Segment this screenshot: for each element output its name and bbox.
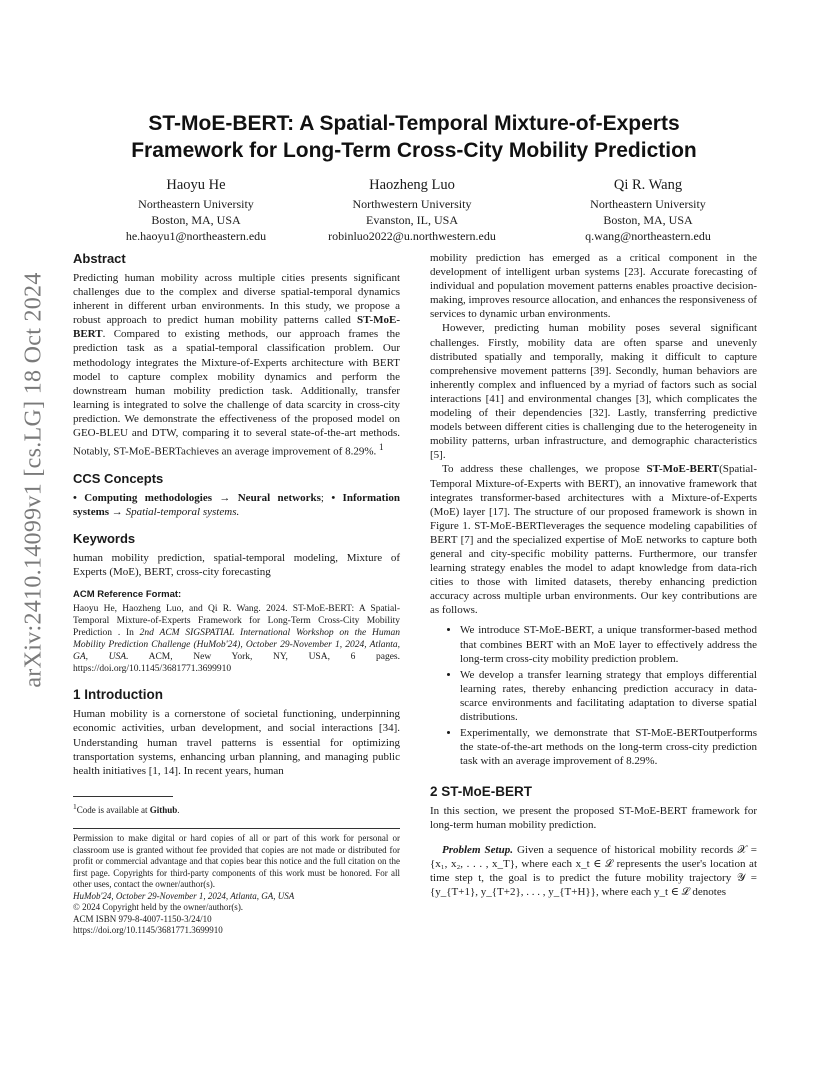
footnote-rule bbox=[73, 796, 173, 797]
author-name: Haozheng Luo bbox=[369, 177, 455, 193]
right-column bbox=[430, 251, 757, 899]
paragraph: mobility prediction has emerged as a critical component in the development of intelligent urban systems [23]. Accurate forecasting of individual and population movement patterns enables proactive decision-making, improves resource allocation, and enhances the responsiveness of services to dynamic urban environments. bbox=[430, 252, 757, 321]
left-column bbox=[73, 251, 400, 937]
permission-block bbox=[73, 833, 400, 937]
permission-text: Permission to make digital or hard copies of all or part of this work for personal or classroom use is granted without fee provided that copies are not made or distributed for profit or commercial advantage and that copies bear this notice and the full citation on the first page. Copyrights for third-party components of this work must be honored. For all other uses, contact the owner/author(s). bbox=[73, 833, 400, 890]
author-affiliation: Northeastern University bbox=[590, 197, 706, 211]
intro-text: Human mobility is a cornerstone of societal functioning, underpinning economic activities, urban development, and social interactions [34]. Understanding human travel patterns is essential for optimizing transportation systems, enhancing urban planning, and managing public health initiatives [1, 14]. In recent years, human bbox=[73, 708, 400, 777]
author-2 bbox=[302, 176, 522, 244]
author-location: Boston, MA, USA bbox=[603, 213, 693, 227]
keywords-text: human mobility prediction, spatial-temporal modeling, Mixture of Experts (MoE), BERT, cross-city forecasting bbox=[73, 552, 400, 579]
author-email[interactable]: he.haoyu1@northeastern.edu bbox=[125, 229, 267, 243]
author-location: Evanston, IL, USA bbox=[366, 213, 458, 227]
author-1 bbox=[98, 176, 294, 244]
title-line-1: ST-MoE-BERT: A Spatial-Temporal Mixture-of-Experts bbox=[148, 112, 680, 135]
ccs-heading: CCS Concepts bbox=[73, 470, 164, 486]
abstract-text: Predicting human mobility across multiple cities presents significant challenges due to the complex and diverse spatial-temporal dynamics inherent in different urban environments. In this study, we propose a robust approach to predict human mobility patterns called ST-MoE-BERT. Compared to existing methods, our approach frames the prediction task as a spatial-temporal classification problem. Our methodology integrates the Mixture-of-Experts architecture with BERT model to capture complex mobility dynamics and perform the downstream human mobility prediction task. Additionally, transfer learning is integrated to solve the challenge of data scarcity in cross-city prediction. We demonstrate the effectiveness of the proposed model on GEO-BLEU and DTW, comparing it to several state-of-the-art methods. Notably, ST-MoE-BERTachieves an average improvement of 8.29%. $^1$ bbox=[73, 272, 400, 458]
arxiv-stamp: arXiv:2410.14099v1 [cs.LG] 18 Oct 2024 bbox=[20, 272, 47, 688]
author-email[interactable]: q.wang@northeastern.edu bbox=[585, 229, 711, 243]
problem-setup: Problem Setup. Given a sequence of historical mobility records 𝒳 = {x₁, x₂, . . . , x_T}, where each x_t ∈ ℒ represents the user's location at time step t, the goal is to predict the future mobility trajectory 𝒴 = {y_{T+1}, y_{T+2}, . . . , y_{T+H}}, where each y_t ∈ ℒ denotes bbox=[430, 843, 757, 898]
author-3 bbox=[550, 176, 746, 244]
ccs-text: • Computing methodologies → Neural networks; • Information systems → Spatial-temporal systems. bbox=[73, 491, 400, 518]
author-affiliation: Northwestern University bbox=[352, 197, 472, 211]
acm-reference-text: Haoyu He, Haozheng Luo, and Qi R. Wang. 2024. ST-MoE-BERT: A Spatial-Temporal Mixture-of-Experts Framework for Long-Term Cross-City Mobility Prediction . In 2nd ACM SIGSPATIAL International Workshop on the Human Mobility Prediction Challenge (HuMob'24), October 29-November 1, 2024, Atlanta, GA, USA. ACM, New York, NY, USA, 6 pages. https://doi.org/10.1145/3681771.3699910 bbox=[73, 604, 400, 675]
author-name: Qi R. Wang bbox=[613, 177, 683, 193]
acm-reference-heading: ACM Reference Format: bbox=[73, 589, 182, 601]
author-name: Haoyu He bbox=[166, 177, 226, 193]
permission-rule bbox=[73, 828, 400, 829]
venue-line: HuMob'24, October 29-November 1, 2024, Atlanta, GA, USA bbox=[73, 890, 295, 901]
section-2-heading: 2 ST-MoE-BERT bbox=[430, 784, 533, 800]
paper-title bbox=[72, 110, 756, 164]
doi-link[interactable]: https://doi.org/10.1145/3681771.3699910 bbox=[73, 925, 223, 936]
author-location: Boston, MA, USA bbox=[151, 213, 241, 227]
paragraph: However, predicting human mobility poses several significant challenges. Firstly, mobility data are often sparse and unevenly distributed spatially and temporally, making it difficult to capture comprehensive movement patterns [39]. Secondly, human behaviors are inherently complex and influenced by a myriad of factors such as social interactions [41] and environmental changes [3], which complicates the modeling of their dependencies [32]. Lastly, transferring predictive models between different cities is challenging due to the heterogeneity in mobility patterns, urban infrastructure, and demographic characteristics [5]. bbox=[430, 322, 757, 462]
abstract-heading: Abstract bbox=[73, 251, 126, 266]
intro-heading: 1 Introduction bbox=[73, 687, 163, 703]
title-line-2: Framework for Long-Term Cross-City Mobility Prediction bbox=[131, 139, 697, 162]
keywords-heading: Keywords bbox=[73, 531, 136, 547]
paragraph: In this section, we present the proposed ST-MoE-BERT framework for long-term human mobility prediction. bbox=[430, 805, 757, 832]
contributions-list bbox=[430, 623, 757, 768]
copyright-line: © 2024 Copyright held by the owner/author(s). bbox=[73, 902, 244, 913]
author-affiliation: Northeastern University bbox=[138, 197, 254, 211]
list-item: • We introduce ST-MoE-BERT, a unique transformer-based method that combines BERT with an MoE layer to effectively address the long-term cross-city mobility prediction problem. bbox=[460, 623, 757, 665]
list-item: • Experimentally, we demonstrate that ST-MoE-BERToutperforms the state-of-the-art methods on the long-term cross-city prediction task with an average improvement of 8.29%. bbox=[460, 726, 757, 768]
author-email[interactable]: robinluo2022@u.northwestern.edu bbox=[328, 229, 496, 243]
isbn-line: ACM ISBN 979-8-4007-1150-3/24/10 bbox=[73, 913, 212, 924]
github-link[interactable]: Github bbox=[149, 804, 178, 815]
footnote-text: $^1$Code is available at Github. bbox=[73, 801, 180, 815]
acm-reference bbox=[73, 588, 400, 675]
list-item: • We develop a transfer learning strategy that employs differential learning rates, thereby enhancing prediction accuracy in data-scarce environments and facilitating adaptation to diverse spatial distributions. bbox=[460, 668, 757, 724]
paragraph: To address these challenges, we propose ST-MoE-BERT(Spatial-Temporal Mixture-of-Experts with BERT), an innovative framework that integrates transformer-based architectures with a Mixture-of-Experts (MoE) layer [17]. The structure of our proposed framework is shown in Figure 1. ST-MoE-BERTleverages the sequence modeling capabilities of BERT [7] and the specialized expertise of MoE networks to capture both general and city-specific mobility patterns. Furthermore, our transfer learning strategy enables the model to adapt knowledge from data-rich cities to those with limited datasets, thereby enhancing prediction accuracy across multiple urban environments. Our key contributions are as follows. bbox=[430, 463, 757, 617]
footnote-marker[interactable]: 1 bbox=[378, 442, 384, 453]
